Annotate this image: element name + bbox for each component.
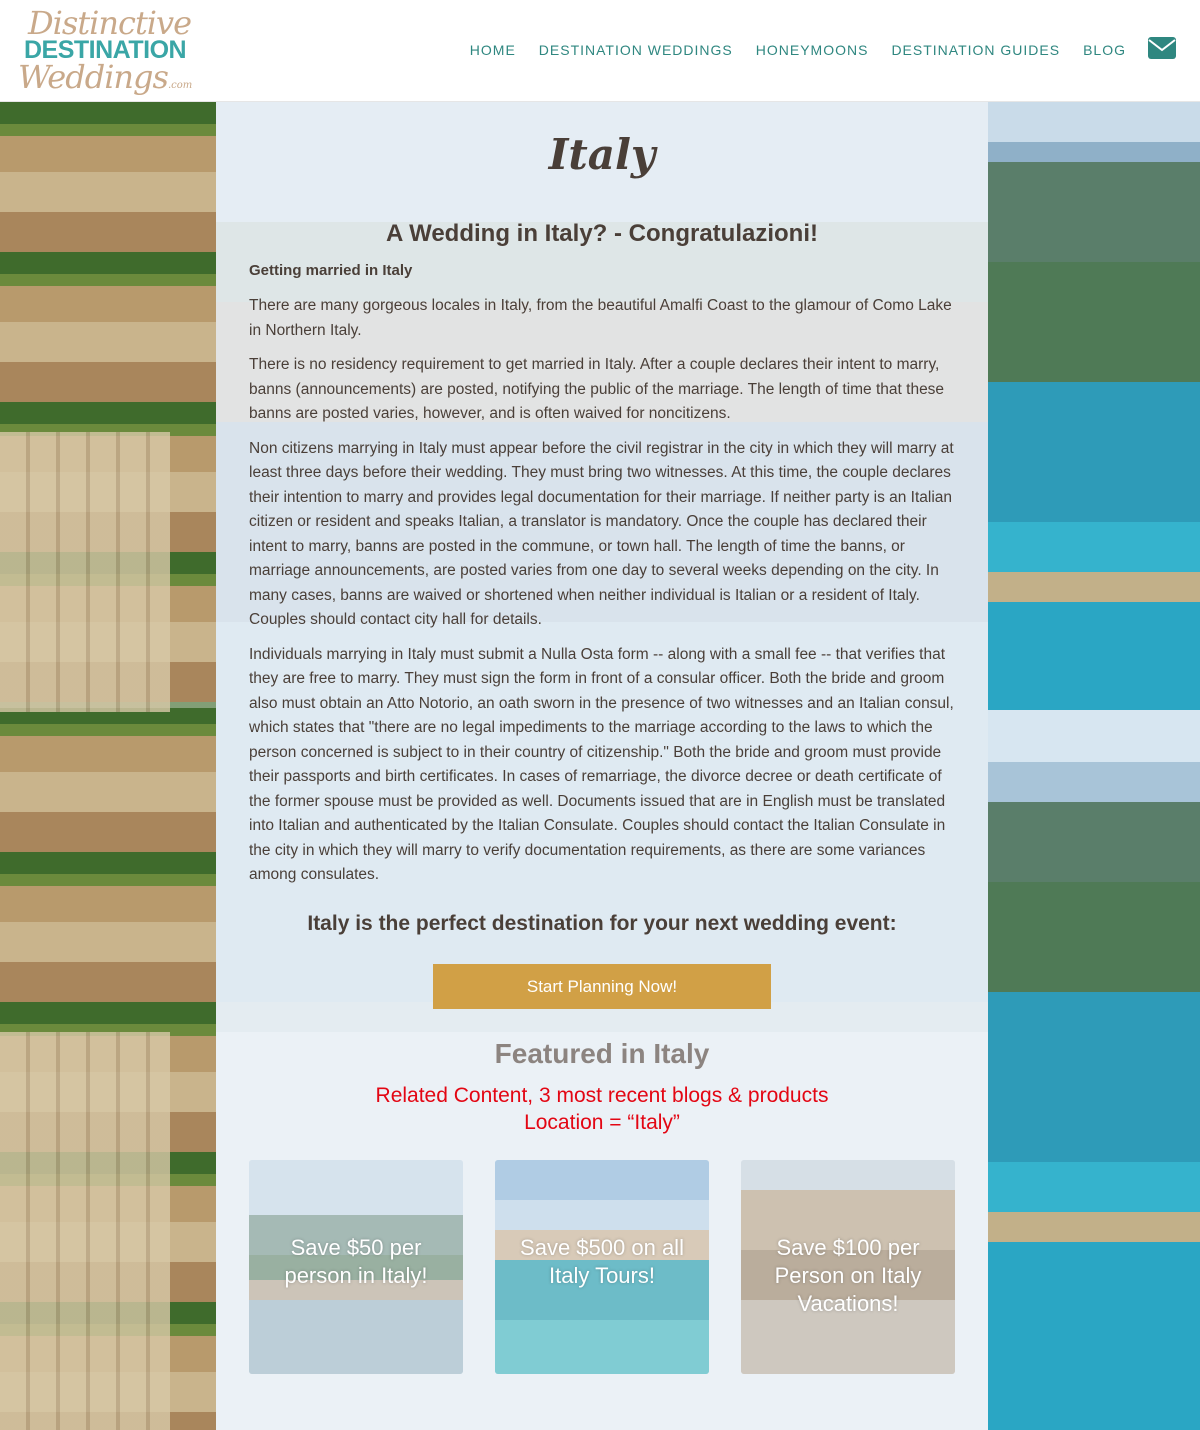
site-logo[interactable] (18, 4, 193, 98)
related-content-annotation (249, 1082, 955, 1136)
logo-line-3 (18, 58, 192, 96)
start-planning-button[interactable]: Start Planning Now! (433, 964, 771, 1009)
site-header (0, 0, 1200, 102)
annotation-line-2: Location = “Italy” (524, 1111, 680, 1134)
card-caption: Save $100 per Person on Italy Vacations! (774, 1235, 922, 1316)
nav-destination-guides[interactable]: DESTINATION GUIDES (891, 42, 1061, 58)
featured-card-2[interactable] (495, 1160, 709, 1374)
featured-title: Featured in Italy (494, 1038, 710, 1069)
background-right-coast (988, 102, 1200, 1430)
logo-line-2: DESTINATION (24, 36, 187, 64)
nav-honeymoons[interactable]: HONEYMOONS (755, 42, 869, 58)
featured-card-1[interactable] (249, 1160, 463, 1374)
annotation-line-1: Related Content, 3 most recent blogs & products (375, 1084, 829, 1107)
background-left-cliff (0, 102, 216, 1430)
paragraph-3: Non citizens marrying in Italy must appear before the civil registrar in the city in which they will marry at least three days before their wedding. They must bring two witnesses. At this time, the couple declares their intention to marry and provides legal documentation for their marriage. If neither party is an Italian citizen or resident and speaks Italian, a translator is mandatory. Once the couple has declared their intent to marry, banns are posted in the commune, or town hall. The length of time the banns, or marriage announcements, are posted varies from one day to several weeks depending on the city. In many cases, banns are waived or shortened when neither individual is Italian or a resident of Italy. Couples should contact city hall for details. (249, 439, 954, 628)
card-caption: Save $50 per person in Italy! (284, 1235, 428, 1288)
main-content (249, 102, 955, 1430)
nav-blog[interactable]: BLOG (1083, 42, 1126, 58)
cta-heading: Italy is the perfect destination for your next wedding event: (307, 912, 897, 935)
main-nav (470, 42, 1126, 58)
featured-card-3[interactable] (741, 1160, 955, 1374)
paragraph-4: Individuals marrying in Italy must submit a Nulla Osta form -- along with a small fee -- that verifies that they are free to marry. They must sign the form in front of a consular officer. Both the bride and groom also must obtain an Atto Notorio, an oath sworn in the presence of two witnesses and an Italian consul, which states that "there are no legal impediments to the marriage according to the laws to which the person concerned is subject to in their country of citizenship." Both the bride and groom must provide their passports and birth certificates. In cases of remarriage, the divorce decree or death certificate of the former spouse must be provided as well. Documents issued that are in English must be translated into Italian and authenticated by the Italian Consulate. Couples should contact the Italian Consulate in the city in which they will marry to verify documentation requirements, as there are some variances among consulates. (249, 645, 954, 883)
paragraph-1: There are many gorgeous locales in Italy, from the beautiful Amalfi Coast to the glamour of Como Lake in Northern Italy. (249, 297, 952, 339)
nav-home[interactable]: HOME (469, 42, 516, 58)
paragraph-2: There is no residency requirement to get married in Italy. After a couple declares their intent to marry, banns (announcements) are posted, notifying the public of the marriage. The length of time that these banns are posted varies, however, and is often waived for noncitizens. (249, 356, 945, 422)
section-subhead: Getting married in Italy (249, 262, 413, 279)
intro-heading: A Wedding in Italy? - Congratulazioni! (386, 220, 818, 247)
featured-cards (249, 1160, 955, 1374)
nav-destination-weddings[interactable]: DESTINATION WEDDINGS (538, 42, 733, 58)
article-body (249, 294, 955, 898)
logo-line-1: Distinctive (28, 4, 192, 42)
card-caption: Save $500 on all Italy Tours! (520, 1235, 684, 1288)
page-title: Italy (548, 130, 656, 179)
logo-suffix: .com (167, 80, 193, 91)
envelope-icon[interactable] (1148, 37, 1176, 59)
logo-line-3-text: Weddings (18, 58, 168, 96)
